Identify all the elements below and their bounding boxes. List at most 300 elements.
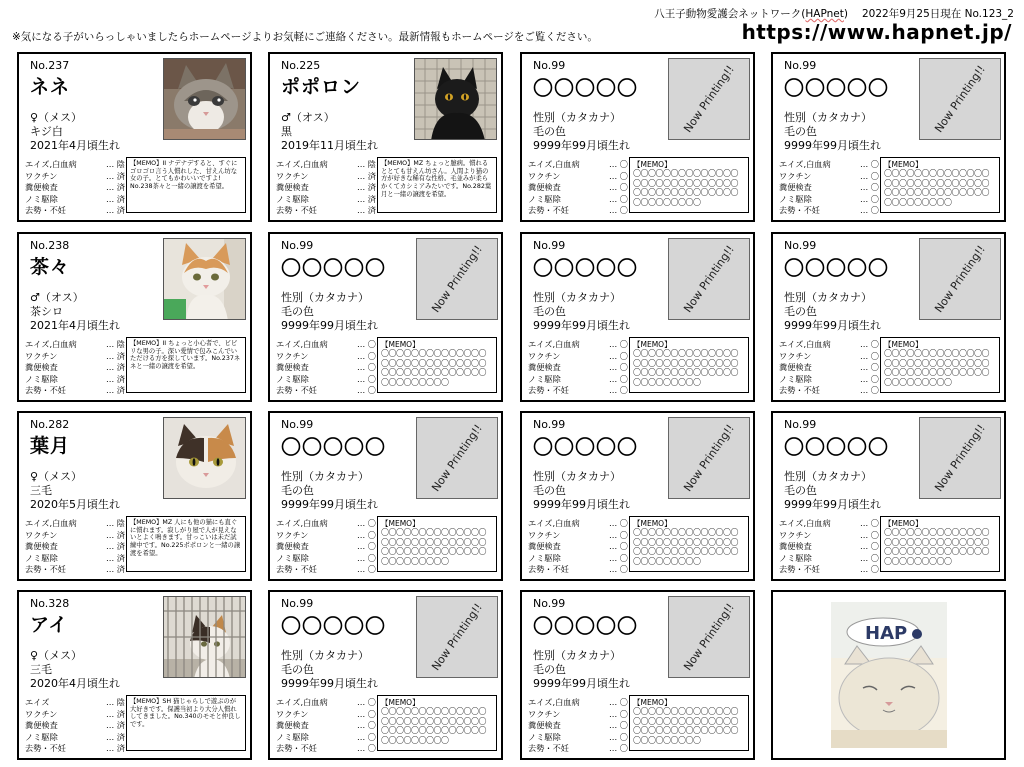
memo-box: [880, 516, 1000, 572]
placeholder-card: [771, 411, 1006, 581]
cat-number: No.282: [30, 418, 70, 431]
memo-line: 〇〇〇〇〇〇〇〇〇〇〇〇〇〇: [884, 368, 989, 378]
cat-card: [17, 52, 252, 222]
health-check-label: 去勢・不妊: [528, 205, 569, 216]
health-checklist: [779, 518, 879, 576]
memo-text: 【MEMO】SH 猫じゃらしで遊ぶのが大好きです。保護当初より大分人慣れしてきました。No.340のモモと仲良しです。: [130, 698, 241, 729]
org-name: 八王子動物愛護会ネットワーク(HAPnet): [654, 8, 848, 20]
health-check-value: … 〇: [357, 385, 376, 396]
health-check-value: … 〇: [609, 743, 628, 754]
health-check-label: ノミ駆除: [25, 552, 58, 563]
health-check-label: 去勢・不妊: [25, 564, 66, 575]
health-check-value: … 〇: [609, 373, 628, 384]
health-check-value: … 〇: [609, 339, 628, 349]
health-check-value: … 〇: [860, 564, 879, 575]
health-check-row: [276, 205, 376, 217]
memo-title: 【MEMO】: [633, 160, 672, 169]
health-checklist: [25, 159, 125, 217]
cat-number: No.238: [30, 239, 70, 252]
health-checklist: [25, 339, 125, 397]
health-check-value: … 〇: [860, 170, 879, 181]
health-check-row: [528, 518, 628, 530]
health-check-row: [779, 171, 879, 183]
health-check-value: … 〇: [860, 541, 879, 552]
health-check-value: … 済: [357, 193, 376, 204]
health-check-value: … 〇: [609, 697, 628, 707]
health-check-label: ワクチン: [779, 529, 812, 540]
health-check-label: ノミ駆除: [779, 552, 812, 563]
health-check-label: ワクチン: [276, 708, 309, 719]
health-check-label: ワクチン: [528, 529, 561, 540]
memo-title: 【MEMO】: [633, 698, 672, 707]
health-checklist: [25, 518, 125, 576]
health-check-value: … 〇: [609, 731, 628, 742]
placeholder-card: [268, 232, 503, 402]
health-check-label: 去勢・不妊: [276, 385, 317, 396]
website-url[interactable]: https://www.hapnet.jp/: [741, 20, 1012, 44]
memo-line: 〇〇〇〇〇〇〇〇〇〇〇〇〇〇: [633, 178, 738, 188]
memo-title: 【MEMO】: [884, 160, 923, 169]
health-check-row: [779, 339, 879, 351]
memo-line: 〇〇〇〇〇〇〇〇〇〇〇〇〇〇: [633, 349, 738, 358]
memo-box: [126, 337, 246, 393]
health-checklist: [779, 159, 879, 217]
placeholder-card: [520, 411, 755, 581]
health-check-row: [276, 194, 376, 206]
health-check-label: 糞便検査: [25, 720, 58, 731]
health-check-label: エイズ,白血病: [779, 339, 831, 349]
health-check-value: … 済: [357, 182, 376, 193]
health-check-row: [528, 385, 628, 397]
health-check-value: … 〇: [609, 552, 628, 563]
health-check-value: … 〇: [860, 193, 879, 204]
health-check-label: 去勢・不妊: [779, 385, 820, 396]
health-check-label: 去勢・不妊: [276, 564, 317, 575]
memo-line: 〇〇〇〇〇〇〇〇〇: [633, 735, 701, 745]
cat-birth: 2021年4月頃生れ: [30, 319, 120, 332]
cat-color: キジ白: [30, 125, 63, 138]
photo-placeholder: [919, 58, 1001, 140]
memo-text: 【MEMO】MZ ちょっと臆病。慣れるととても甘えん坊さん。人間より猫の方が好きな稀有な性格。毛並みが柔らかくてカシミアみたいです。No.282葉月と一緒の譲渡を希望。: [381, 160, 492, 198]
health-check-row: [276, 530, 376, 542]
health-check-label: 糞便検査: [528, 182, 561, 193]
memo-title: 【MEMO】: [381, 340, 420, 349]
health-check-value: … 〇: [860, 205, 879, 216]
cat-color: 毛の色: [533, 663, 566, 676]
cat-birth: 9999年99月頃生れ: [281, 319, 378, 332]
now-printing-label: Now Printing!!: [429, 601, 485, 673]
health-check-value: … 済: [106, 385, 125, 396]
cat-color: 茶シロ: [30, 305, 63, 318]
health-checklist: [276, 697, 376, 755]
memo-line: 〇〇〇〇〇〇〇〇〇〇〇〇〇〇: [633, 368, 738, 378]
placeholder-card: [520, 232, 755, 402]
health-check-label: ノミ駆除: [25, 193, 58, 204]
cat-birth: 9999年99月頃生れ: [281, 677, 378, 690]
photo-placeholder: [919, 417, 1001, 499]
health-check-label: 糞便検査: [528, 362, 561, 373]
health-check-label: ワクチン: [528, 350, 561, 361]
health-check-value: … 〇: [860, 518, 879, 528]
cat-name-placeholder: 〇〇〇〇〇: [784, 435, 889, 459]
health-check-label: 去勢・不妊: [528, 564, 569, 575]
health-check-row: [25, 182, 125, 194]
health-check-row: [528, 553, 628, 565]
health-check-label: 去勢・不妊: [25, 385, 66, 396]
health-check-row: [276, 351, 376, 363]
health-checklist: [276, 518, 376, 576]
health-check-label: 去勢・不妊: [779, 205, 820, 216]
health-checklist: [276, 339, 376, 397]
health-check-value: … 済: [106, 373, 125, 384]
memo-line: 〇〇〇〇〇〇〇〇〇〇〇〇〇〇: [381, 349, 486, 358]
cat-number: No.99: [784, 418, 817, 431]
cat-birth: 9999年99月頃生れ: [533, 677, 630, 690]
health-check-value: … 〇: [609, 362, 628, 373]
health-check-row: [25, 518, 125, 530]
memo-line: 〇〇〇〇〇〇〇〇〇〇〇〇〇〇: [633, 726, 738, 736]
memo-line: 〇〇〇〇〇〇〇〇〇〇〇〇〇〇: [633, 716, 738, 726]
health-check-row: [25, 564, 125, 576]
health-check-value: … 済: [357, 170, 376, 181]
health-check-row: [276, 159, 376, 171]
health-check-value: … 〇: [860, 182, 879, 193]
memo-box: [377, 516, 497, 572]
memo-line: 〇〇〇〇〇〇〇〇〇〇〇〇〇〇: [381, 358, 486, 368]
cat-number: No.99: [281, 597, 314, 610]
memo-line: 〇〇〇〇〇〇〇〇〇〇〇〇〇〇: [381, 716, 486, 726]
health-check-value: … 〇: [357, 541, 376, 552]
health-check-value: … 〇: [609, 541, 628, 552]
cat-sex: 性別（カタカナ）: [784, 291, 872, 304]
health-check-row: [276, 720, 376, 732]
health-check-label: 去勢・不妊: [276, 743, 317, 754]
health-check-row: [25, 530, 125, 542]
now-printing-label: Now Printing!!: [932, 63, 988, 135]
health-check-value: … 〇: [357, 518, 376, 528]
memo-text: 【MEMO】MZ 人にも他の猫にも直ぐに慣れます。寂しがり屋で人が見えないとよく鳴きます。甘っこいは未だ試練中です。No.225ポポロンと一緒の譲渡を希望。: [130, 519, 241, 557]
svg-text:HAP: HAP: [865, 623, 908, 644]
health-check-row: [276, 709, 376, 721]
memo-line: 〇〇〇〇〇〇〇〇〇〇〇〇〇〇: [381, 528, 486, 537]
memo-title: 【MEMO】: [884, 340, 923, 349]
health-checklist: [528, 518, 628, 576]
cat-birth: 2021年4月頃生れ: [30, 139, 120, 152]
cat-birth: 2020年4月頃生れ: [30, 677, 120, 690]
health-check-value: … 〇: [860, 552, 879, 563]
health-check-label: 糞便検査: [276, 182, 309, 193]
health-check-row: [25, 720, 125, 732]
cat-card: [17, 232, 252, 402]
health-check-value: … 〇: [609, 170, 628, 181]
memo-line: 〇〇〇〇〇〇〇〇〇: [381, 735, 449, 745]
cat-name-placeholder: 〇〇〇〇〇: [533, 435, 638, 459]
health-check-row: [25, 339, 125, 351]
health-check-value: … 済: [106, 205, 125, 216]
health-check-row: [528, 194, 628, 206]
health-check-value: … 〇: [357, 564, 376, 575]
health-check-label: 去勢・不妊: [25, 205, 66, 216]
health-check-label: 糞便検査: [779, 541, 812, 552]
health-check-value: … 〇: [357, 731, 376, 742]
health-check-label: エイズ,白血病: [25, 159, 77, 169]
health-checklist: [528, 159, 628, 217]
cat-color: 毛の色: [533, 484, 566, 497]
cat-birth: 9999年99月頃生れ: [281, 498, 378, 511]
health-check-value: … 〇: [609, 159, 628, 169]
health-check-label: ノミ駆除: [276, 193, 309, 204]
health-check-label: エイズ,白血病: [276, 339, 328, 349]
health-check-row: [528, 732, 628, 744]
health-check-row: [528, 564, 628, 576]
cat-number: No.99: [281, 239, 314, 252]
cat-sex: 性別（カタカナ）: [533, 649, 621, 662]
cat-name: ネネ: [30, 76, 71, 98]
health-check-row: [528, 182, 628, 194]
placeholder-card: [520, 52, 755, 222]
cat-number: No.99: [533, 418, 566, 431]
health-check-value: … 〇: [357, 350, 376, 361]
cat-name: 茶々: [30, 256, 71, 278]
health-check-value: … 〇: [357, 373, 376, 384]
now-printing-label: Now Printing!!: [681, 243, 737, 315]
memo-line: 〇〇〇〇〇〇〇〇〇〇〇〇〇〇: [884, 188, 989, 198]
memo-line: 〇〇〇〇〇〇〇〇〇〇〇〇〇〇: [633, 528, 738, 537]
health-check-value: … 陰: [106, 518, 125, 528]
health-checklist: [276, 159, 376, 217]
memo-box: [377, 695, 497, 751]
health-check-value: … 〇: [357, 339, 376, 349]
health-check-label: エイズ,白血病: [528, 697, 580, 707]
health-check-row: [276, 553, 376, 565]
cat-name-placeholder: 〇〇〇〇〇: [784, 256, 889, 280]
health-check-label: ワクチン: [25, 170, 58, 181]
health-check-label: ノミ駆除: [528, 552, 561, 563]
health-check-row: [276, 385, 376, 397]
health-check-label: エイズ,白血病: [528, 518, 580, 528]
health-check-row: [276, 339, 376, 351]
memo-line: 〇〇〇〇〇〇〇〇〇〇〇〇〇〇: [633, 707, 738, 716]
cat-birth: 9999年99月頃生れ: [784, 498, 881, 511]
cat-birth: 9999年99月頃生れ: [533, 139, 630, 152]
health-check-row: [276, 732, 376, 744]
health-check-row: [779, 564, 879, 576]
health-check-value: … 済: [106, 170, 125, 181]
placeholder-card: [771, 52, 1006, 222]
memo-box: [629, 337, 749, 393]
health-check-row: [276, 564, 376, 576]
cat-name-placeholder: 〇〇〇〇〇: [533, 614, 638, 638]
memo-line: 〇〇〇〇〇〇〇〇〇〇〇〇〇〇: [381, 707, 486, 716]
placeholder-card: [268, 590, 503, 760]
health-check-row: [276, 374, 376, 386]
health-check-value: … 〇: [357, 697, 376, 707]
header-notice: ※気になる子がいらっしゃいましたらホームページよりお気軽にご連絡ください。最新情報もホームページをご覧ください。: [12, 31, 598, 43]
health-check-value: … 済: [106, 193, 125, 204]
health-check-row: [25, 159, 125, 171]
health-check-value: … 済: [106, 552, 125, 563]
health-check-label: ノミ駆除: [528, 731, 561, 742]
health-check-row: [276, 743, 376, 755]
health-check-value: … 〇: [860, 350, 879, 361]
cat-color: 毛の色: [784, 305, 817, 318]
health-check-row: [779, 530, 879, 542]
health-check-value: … 〇: [860, 339, 879, 349]
health-check-label: エイズ,白血病: [779, 518, 831, 528]
cat-number: No.99: [784, 239, 817, 252]
now-printing-label: Now Printing!!: [681, 63, 737, 135]
cat-number: No.99: [281, 418, 314, 431]
health-check-value: … 陰: [357, 159, 376, 169]
now-printing-label: Now Printing!!: [681, 601, 737, 673]
photo-placeholder: [668, 417, 750, 499]
health-check-row: [276, 518, 376, 530]
health-check-value: … 〇: [357, 362, 376, 373]
health-check-row: [25, 205, 125, 217]
health-check-value: … 〇: [357, 720, 376, 731]
cat-color: 毛の色: [533, 305, 566, 318]
memo-text: 【MEMO】II ナデナデすると、すぐにゴロゴロ言う人慣れした、甘えん坊な女の子。とてもかわいいですよ! No.238茶々と一緒の譲渡を希望。: [130, 160, 238, 191]
memo-line: 〇〇〇〇〇〇〇〇〇: [381, 377, 449, 387]
health-check-row: [528, 720, 628, 732]
memo-line: 〇〇〇〇〇〇〇〇〇〇〇〇〇〇: [884, 169, 989, 178]
health-check-row: [779, 194, 879, 206]
health-check-label: ノミ駆除: [25, 731, 58, 742]
cat-color: 毛の色: [784, 125, 817, 138]
now-printing-label: Now Printing!!: [429, 243, 485, 315]
health-check-row: [25, 385, 125, 397]
cat-sex: 性別（カタカナ）: [281, 649, 369, 662]
health-check-label: 糞便検査: [779, 182, 812, 193]
health-checklist: [528, 697, 628, 755]
health-check-row: [25, 362, 125, 374]
health-check-label: ノミ駆除: [276, 552, 309, 563]
photo-placeholder: [919, 238, 1001, 320]
health-check-value: … 済: [106, 541, 125, 552]
cat-number: No.225: [281, 59, 321, 72]
health-check-label: ワクチン: [528, 170, 561, 181]
memo-title: 【MEMO】: [381, 519, 420, 528]
memo-title: 【MEMO】: [633, 519, 672, 528]
health-check-label: ワクチン: [528, 708, 561, 719]
memo-line: 〇〇〇〇〇〇〇〇〇〇〇〇〇〇: [884, 547, 989, 557]
health-check-label: エイズ: [25, 697, 50, 707]
health-check-row: [25, 374, 125, 386]
cat-color: 毛の色: [281, 663, 314, 676]
cat-sex: ♀（メス）: [30, 470, 83, 483]
cat-sex: 性別（カタカナ）: [533, 470, 621, 483]
health-check-value: … 〇: [609, 205, 628, 216]
memo-text: 【MEMO】II ちょっと小心者で、ビビリな男の子。深い愛情で包みこんでいただける方を探しています。No.237ネネと一緒の譲渡を希望。: [130, 340, 241, 371]
health-check-value: … 〇: [357, 708, 376, 719]
health-check-label: ワクチン: [276, 170, 309, 181]
health-check-label: ノミ駆除: [779, 373, 812, 384]
memo-box: [629, 516, 749, 572]
health-check-row: [276, 697, 376, 709]
cat-number: No.99: [533, 597, 566, 610]
health-check-value: … 〇: [860, 529, 879, 540]
cat-sex: ♂（オス）: [281, 111, 335, 124]
health-check-value: … 〇: [860, 385, 879, 396]
health-check-label: エイズ,白血病: [276, 159, 328, 169]
health-check-label: エイズ,白血病: [276, 697, 328, 707]
memo-line: 〇〇〇〇〇〇〇〇〇〇〇〇〇〇: [633, 169, 738, 178]
memo-line: 〇〇〇〇〇〇〇〇〇〇〇〇〇〇: [884, 537, 989, 547]
cat-sex: 性別（カタカナ）: [784, 470, 872, 483]
health-check-label: ノミ駆除: [25, 373, 58, 384]
health-check-value: … 〇: [609, 182, 628, 193]
health-check-row: [276, 541, 376, 553]
health-check-value: … 〇: [357, 743, 376, 754]
health-check-label: ノミ駆除: [528, 193, 561, 204]
memo-title: 【MEMO】: [633, 340, 672, 349]
memo-line: 〇〇〇〇〇〇〇〇〇〇〇〇〇〇: [884, 349, 989, 358]
memo-line: 〇〇〇〇〇〇〇〇〇: [381, 556, 449, 566]
cat-number: No.237: [30, 59, 70, 72]
health-check-value: … 済: [106, 182, 125, 193]
health-check-label: 去勢・不妊: [779, 564, 820, 575]
photo-placeholder: [668, 596, 750, 678]
health-check-label: ノミ駆除: [276, 731, 309, 742]
health-check-row: [276, 362, 376, 374]
now-printing-label: Now Printing!!: [932, 422, 988, 494]
cat-birth: 9999年99月頃生れ: [784, 139, 881, 152]
health-check-row: [779, 362, 879, 374]
health-check-value: … 〇: [609, 518, 628, 528]
cat-name: 葉月: [30, 435, 71, 457]
memo-line: 〇〇〇〇〇〇〇〇〇: [633, 556, 701, 566]
cat-number: No.99: [784, 59, 817, 72]
health-check-label: ワクチン: [276, 529, 309, 540]
cat-birth: 9999年99月頃生れ: [533, 319, 630, 332]
cat-color: 三毛: [30, 663, 52, 676]
health-check-label: 糞便検査: [276, 720, 309, 731]
health-check-row: [25, 732, 125, 744]
health-check-label: ワクチン: [25, 529, 58, 540]
photo-placeholder: [416, 596, 498, 678]
memo-line: 〇〇〇〇〇〇〇〇〇〇〇〇〇〇: [884, 178, 989, 188]
memo-line: 〇〇〇〇〇〇〇〇〇〇〇〇〇〇: [633, 537, 738, 547]
health-check-value: … 〇: [609, 564, 628, 575]
health-check-row: [528, 171, 628, 183]
health-check-label: 糞便検査: [528, 720, 561, 731]
health-check-row: [25, 553, 125, 565]
cat-name: ポポロン: [281, 76, 362, 98]
memo-line: 〇〇〇〇〇〇〇〇〇〇〇〇〇〇: [633, 358, 738, 368]
cat-sex: 性別（カタカナ）: [533, 291, 621, 304]
health-check-label: 糞便検査: [276, 541, 309, 552]
memo-box: [126, 695, 246, 751]
health-check-row: [25, 171, 125, 183]
health-check-value: … 済: [106, 362, 125, 373]
health-check-row: [276, 182, 376, 194]
now-printing-label: Now Printing!!: [429, 422, 485, 494]
cat-name-placeholder: 〇〇〇〇〇: [281, 435, 386, 459]
cat-sex: 性別（カタカナ）: [281, 291, 369, 304]
memo-box: [377, 157, 497, 213]
health-check-label: 糞便検査: [25, 362, 58, 373]
memo-line: 〇〇〇〇〇〇〇〇〇〇〇〇〇〇: [381, 537, 486, 547]
health-check-value: … 済: [106, 708, 125, 719]
health-check-row: [779, 385, 879, 397]
placeholder-card: [268, 411, 503, 581]
health-checklist: [779, 339, 879, 397]
health-check-row: [528, 709, 628, 721]
cat-name-placeholder: 〇〇〇〇〇: [533, 76, 638, 100]
health-check-label: ワクチン: [25, 350, 58, 361]
health-check-row: [779, 205, 879, 217]
health-check-label: ワクチン: [779, 350, 812, 361]
